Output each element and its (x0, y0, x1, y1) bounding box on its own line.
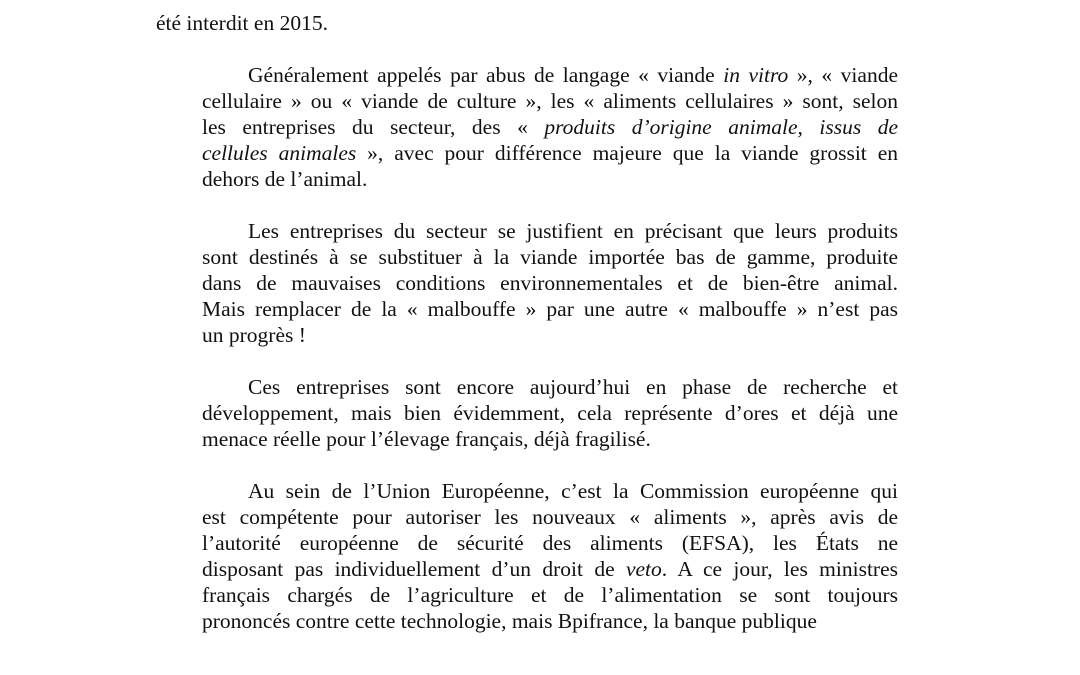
italic-text: in vitro (723, 63, 789, 87)
text-segment: un progrès ! (202, 323, 306, 347)
paragraph-p3 (156, 374, 898, 452)
text-segment: développement, mais bien évidemment, cela représente d’ores et déjà une (202, 401, 898, 425)
text-segment: dehors de l’animal. (202, 167, 368, 191)
text-line (156, 608, 898, 634)
text-line (156, 140, 898, 166)
text-segment: français chargés de l’agriculture et de l’alimentation se sont toujours (202, 583, 898, 607)
text-segment: sont destinés à se substituer à la viande importée bas de gamme, produite (202, 245, 898, 269)
text-segment: Généralement appelés par abus de langage « viande (248, 63, 724, 87)
text-segment: les entreprises du secteur, des « (202, 115, 545, 139)
paragraph-p1 (156, 62, 898, 192)
text-segment: prononcés contre cette technologie, mais Bpifrance, la banque publique (202, 609, 817, 633)
text-line (156, 426, 898, 452)
text-line (156, 218, 898, 244)
text-line (156, 166, 898, 192)
text-line (156, 556, 898, 582)
text-segment: est compétente pour autoriser les nouveaux « aliments », après avis de (202, 505, 898, 529)
text-segment: cellulaire » ou « viande de culture », les « aliments cellulaires » sont, selon (202, 89, 898, 113)
text-segment: », « viande (788, 63, 898, 87)
text-segment: été interdit en 2015. (156, 11, 328, 35)
text-line (156, 88, 898, 114)
text-line (156, 478, 898, 504)
text-line (156, 62, 898, 88)
text-segment: », avec pour différence majeure que la viande grossit en (356, 141, 898, 165)
text-line (156, 374, 898, 400)
text-segment: menace réelle pour l’élevage français, déjà fragilisé. (202, 427, 651, 451)
body-text (156, 0, 898, 660)
text-line (156, 270, 898, 296)
text-line (156, 114, 898, 140)
italic-text: cellules animales (202, 141, 357, 165)
italic-text: produits d’origine animale, issus de (544, 115, 898, 139)
text-segment: l’autorité européenne de sécurité des aliments (EFSA), les États ne (202, 531, 898, 555)
paragraph-p2 (156, 218, 898, 348)
text-segment: dans de mauvaises conditions environnementales et de bien-être animal. (202, 271, 898, 295)
paragraph-p4 (156, 478, 898, 634)
text-segment: Au sein de l’Union Européenne, c’est la Commission européenne qui (248, 479, 898, 503)
text-segment: Ces entreprises sont encore aujourd’hui en phase de recherche et (248, 375, 898, 399)
text-line (156, 400, 898, 426)
paragraphs (156, 62, 898, 634)
text-segment: . A ce jour, les ministres (661, 557, 898, 581)
paragraph-fragment-top (156, 10, 898, 36)
text-segment: disposant pas individuellement d’un droit de (202, 557, 626, 581)
text-line (156, 504, 898, 530)
text-line (156, 296, 898, 322)
text-line (156, 530, 898, 556)
text-line (156, 582, 898, 608)
text-line (156, 244, 898, 270)
italic-text: veto (625, 557, 662, 581)
text-line (156, 322, 898, 348)
text-line (156, 10, 898, 36)
text-segment: Les entreprises du secteur se justifient en précisant que leurs produits (248, 219, 898, 243)
text-segment: Mais remplacer de la « malbouffe » par une autre « malbouffe » n’est pas (202, 297, 898, 321)
